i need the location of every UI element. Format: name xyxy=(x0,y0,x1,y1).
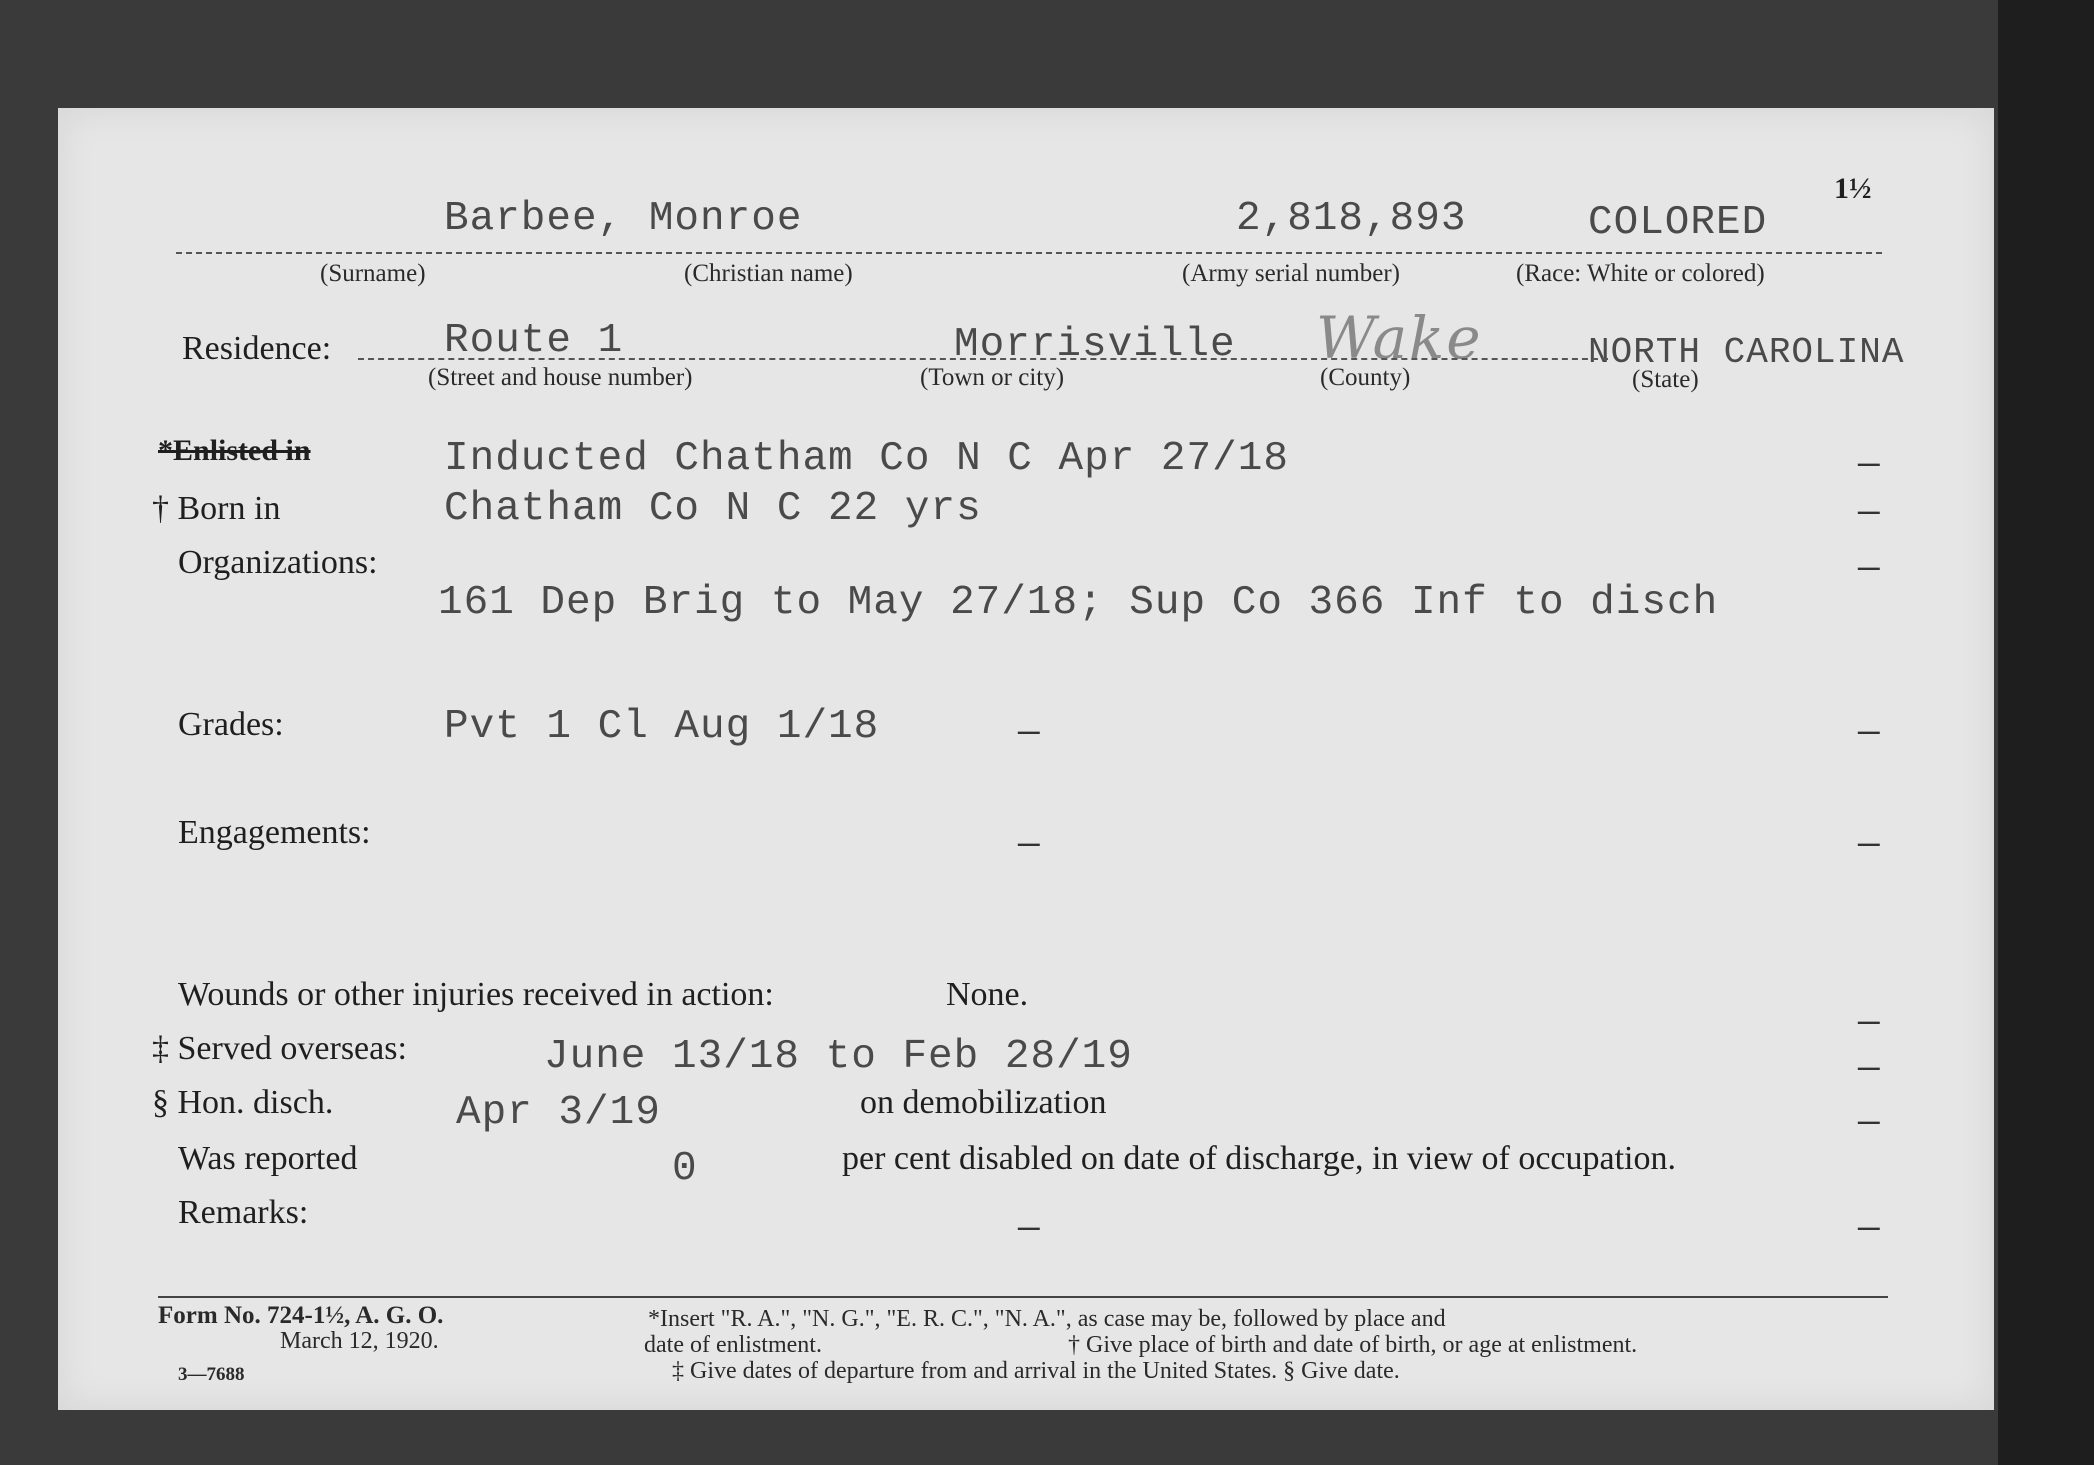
form-code: 3—7688 xyxy=(178,1364,245,1385)
grades-value: Pvt 1 Cl Aug 1/18 xyxy=(444,704,880,750)
street-value: Route 1 xyxy=(444,318,624,364)
state-caption: (State) xyxy=(1632,366,1699,393)
discharge-note: on demobilization xyxy=(860,1084,1107,1121)
overseas-dash-2: — xyxy=(1858,1048,1880,1089)
race-caption: (Race: White or colored) xyxy=(1516,260,1765,287)
discharge-date: Apr 3/19 xyxy=(456,1090,661,1136)
discharge-dash: — xyxy=(1858,1102,1880,1143)
town-value: Morrisville xyxy=(954,322,1236,368)
grades-dash: — xyxy=(1858,712,1880,753)
born-label: † Born in xyxy=(152,490,281,527)
engagements-dash: — xyxy=(1858,824,1880,865)
street-caption: (Street and house number) xyxy=(428,364,693,391)
service-record-card xyxy=(58,108,1994,1410)
overseas-label: ‡ Served overseas: xyxy=(152,1030,407,1067)
grades-dash-mid: — xyxy=(1018,712,1040,753)
footnote-birth: † Give place of birth and date of birth, or age at enlistment. xyxy=(1068,1332,1638,1358)
footnote-insert: *Insert "R. A.", "N. G.", "E. R. C.", "N. A.", as case may be, followed by place and xyxy=(648,1306,1446,1332)
enlisted-dash: — xyxy=(1858,444,1880,485)
organizations-label: Organizations: xyxy=(178,544,378,581)
footnote-enlistment: date of enlistment. xyxy=(644,1332,822,1358)
discharge-label: § Hon. disch. xyxy=(152,1084,334,1121)
remarks-dash-mid: — xyxy=(1018,1208,1040,1249)
footnote-overseas: ‡ Give dates of departure from and arrival in the United States. § Give date. xyxy=(672,1358,1400,1384)
residence-label: Residence: xyxy=(182,330,332,367)
engagements-label: Engagements: xyxy=(178,814,371,851)
remarks-dash: — xyxy=(1858,1208,1880,1249)
header-line xyxy=(176,252,1882,254)
reported-value: 0 xyxy=(672,1146,698,1192)
form-number: Form No. 724-1½, A. G. O. xyxy=(158,1302,444,1329)
overseas-dash: — xyxy=(1858,1002,1880,1043)
name-value: Barbee, Monroe xyxy=(444,196,803,242)
organizations-dash: — xyxy=(1858,548,1880,589)
enlisted-value: Inducted Chatham Co N C Apr 27/18 xyxy=(444,436,1289,482)
wounds-value: None. xyxy=(946,976,1029,1013)
wounds-label: Wounds or other injuries received in action: xyxy=(178,976,774,1013)
scan-edge xyxy=(1998,0,2094,1465)
engagements-dash-mid: — xyxy=(1018,824,1040,865)
residence-line xyxy=(358,358,1608,360)
grades-label: Grades: xyxy=(178,706,284,743)
form-date: March 12, 1920. xyxy=(280,1328,439,1354)
overseas-value: June 13/18 to Feb 28/19 xyxy=(544,1034,1133,1080)
serial-caption: (Army serial number) xyxy=(1182,260,1400,287)
organizations-value: 161 Dep Brig to May 27/18; Sup Co 366 Inf to disch xyxy=(438,580,1719,626)
enlisted-label: *Enlisted in xyxy=(158,434,311,467)
reported-text: per cent disabled on date of discharge, in view of occupation. xyxy=(842,1140,1676,1177)
county-handwritten: Wake xyxy=(1316,304,1483,372)
town-caption: (Town or city) xyxy=(920,364,1065,391)
remarks-label: Remarks: xyxy=(178,1194,309,1231)
surname-caption: (Surname) xyxy=(320,260,426,287)
page-reference: 1½ xyxy=(1834,172,1872,205)
state-value: NORTH CAROLINA xyxy=(1588,332,1905,373)
born-value: Chatham Co N C 22 yrs xyxy=(444,486,982,532)
born-dash: — xyxy=(1858,492,1880,533)
christian-name-caption: (Christian name) xyxy=(684,260,853,287)
county-caption: (County) xyxy=(1320,364,1411,391)
reported-label: Was reported xyxy=(178,1140,358,1177)
footer-rule xyxy=(158,1296,1888,1298)
serial-value: 2,818,893 xyxy=(1236,196,1467,242)
race-value: COLORED xyxy=(1588,200,1768,246)
